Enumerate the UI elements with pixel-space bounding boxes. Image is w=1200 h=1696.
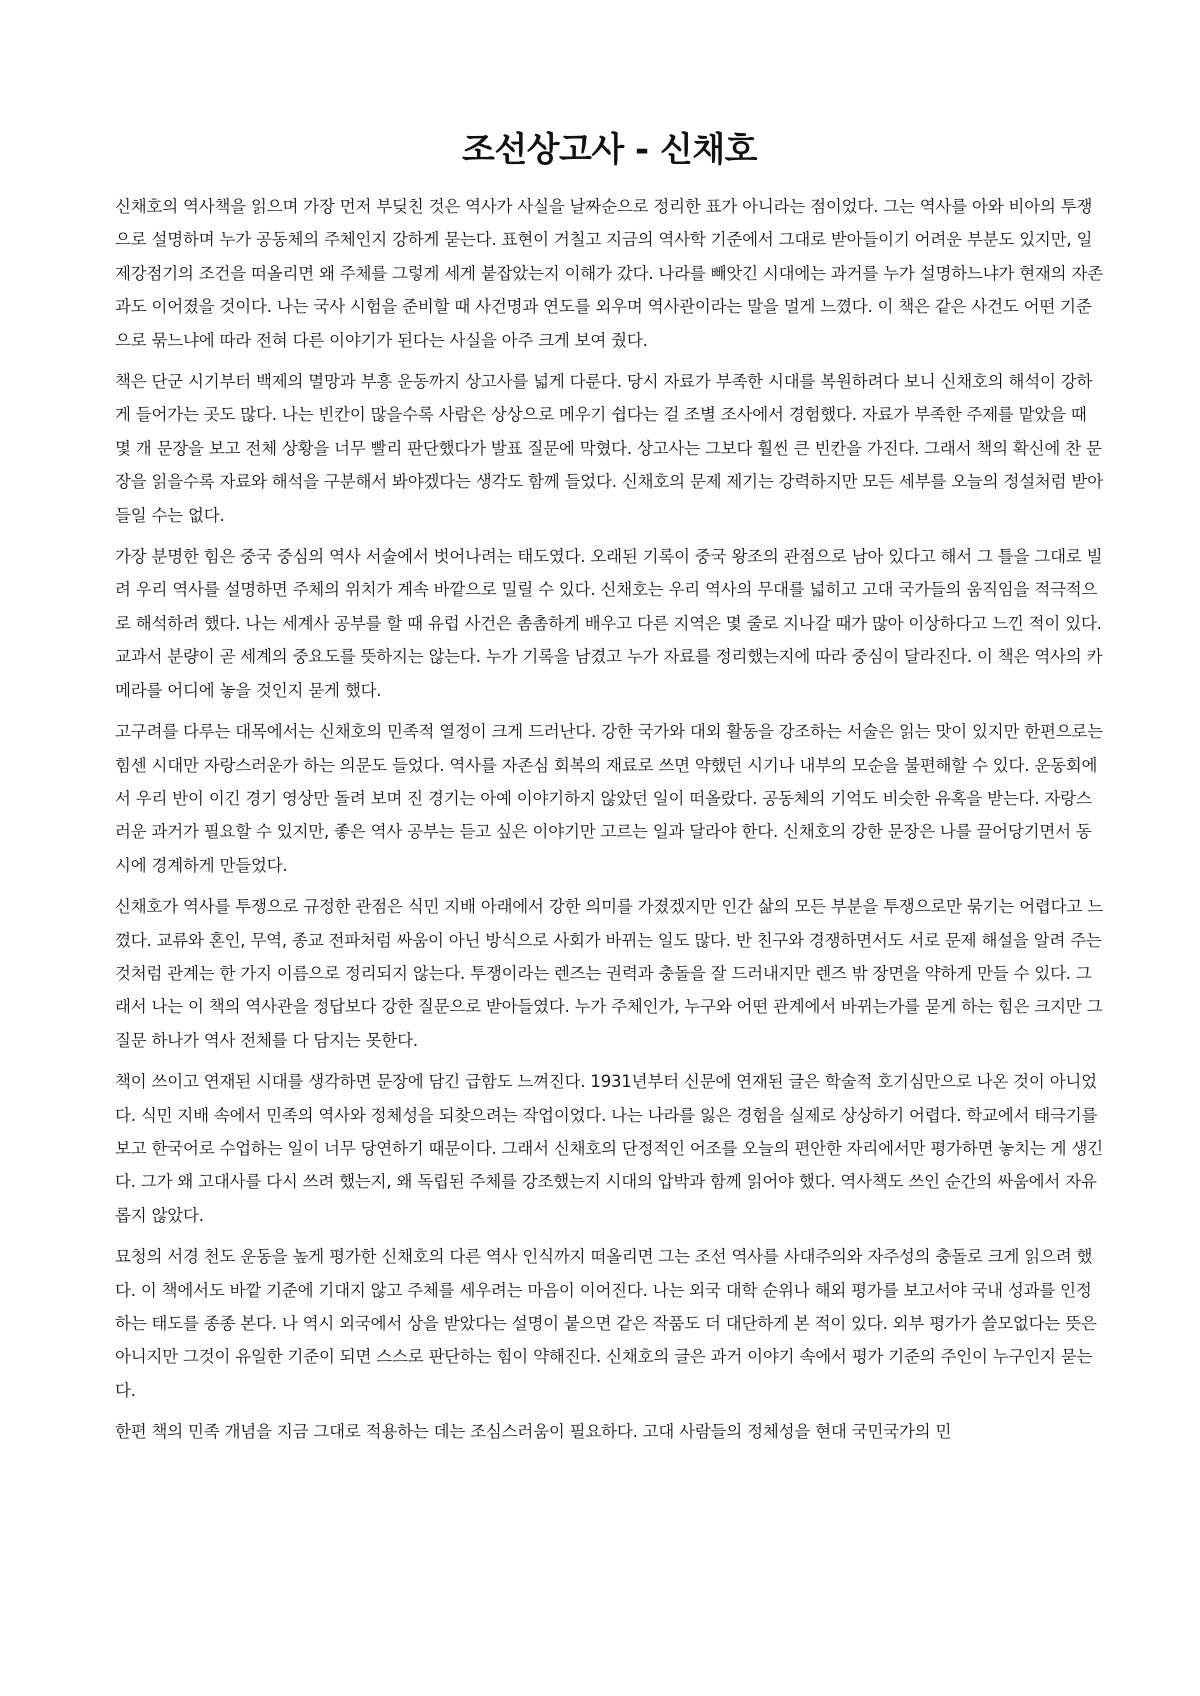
document-body: [115, 190, 1104, 1449]
paragraph: 신채호의 역사책을 읽으며 가장 먼저 부딪친 것은 역사가 사실을 날짜순으로 정리한 표가 아니라는 점이었다. 그는 역사를 아와 비아의 투쟁으로 설명하며 누가 공동체의 주체인지 강하게 묻는다. 표현이 거칠고 지금의 역사학 기준에서 그대로 받아들이기 어려운 부분도 있지만, 일제강점기의 조건을 떠올리면 왜 주체를 그렇게 세게 붙잡았는지 이해가 갔다. 나라를 빼앗긴 시대에는 과거를 누가 설명하느냐가 현재의 자존과도 이어졌을 것이다. 나는 국사 시험을 준비할 때 사건명과 연도를 외우며 역사관이라는 말을 멀게 느꼈다. 이 책은 같은 사건도 어떤 기준으로 묶느냐에 따라 전혀 다른 이야기가 된다는 사실을 아주 크게 보여 줬다.: [115, 197, 1103, 350]
page-title: 조선상고사 - 신채호: [461, 130, 758, 170]
paragraph: 고구려를 다루는 대목에서는 신채호의 민족적 열정이 크게 드러난다. 강한 국가와 대외 활동을 강조하는 서술은 읽는 맛이 있지만 한편으로는 힘센 시대만 자랑스러운가 하는 의문도 들었다. 역사를 자존심 회복의 재료로 쓰면 약했던 시기나 내부의 모순을 불편해할 수 있다. 운동회에서 우리 반이 이긴 경기 영상만 돌려 보며 진 경기는 아예 이야기하지 않았던 일이 떠올랐다. 공동체의 기억도 비슷한 유혹을 받는다. 자랑스러운 과거가 필요할 수 있지만, 좋은 역사 공부는 듣고 싶은 이야기만 고르는 일과 달라야 한다. 신채호의 강한 문장은 나를 끌어당기면서 동시에 경계하게 만들었다.: [115, 722, 1103, 875]
paragraph: 책이 쓰이고 연재된 시대를 생각하면 문장에 담긴 급함도 느껴진다. 1931년부터 신문에 연재된 글은 학술적 호기심만으로 나온 것이 아니었다. 식민 지배 속에서 민족의 역사와 정체성을 되찾으려는 작업이었다. 나는 나라를 잃은 경험을 실제로 상상하기 어렵다. 학교에서 태극기를 보고 한국어로 수업하는 일이 너무 당연하기 때문이다. 그래서 신채호의 단정적인 어조를 오늘의 편안한 자리에서만 평가하면 놓치는 게 생긴다. 그가 왜 고대사를 다시 쓰려 했는지, 왜 독립된 주체를 강조했는지 시대의 압박과 함께 읽어야 했다. 역사책도 쓰인 순간의 싸움에서 자유롭지 않았다.: [115, 1072, 1103, 1225]
paragraph: 묘청의 서경 천도 운동을 높게 평가한 신채호의 다른 역사 인식까지 떠올리면 그는 조선 역사를 사대주의와 자주성의 충돌로 크게 읽으려 했다. 이 책에서도 바깥 기준에 기대지 않고 주체를 세우려는 마음이 이어진다. 나는 외국 대학 순위나 해외 평가를 보고서야 국내 성과를 인정하는 태도를 종종 본다. 나 역시 외국에서 상을 받았다는 설명이 붙으면 같은 작품도 더 대단하게 본 적이 있다. 외부 평가가 쓸모없다는 뜻은 아니지만 그것이 유일한 기준이 되면 스스로 판단하는 힘이 약해진다. 신채호의 글은 과거 이야기 속에서 평가 기준의 주인이 누구인지 묻는다.: [115, 1247, 1097, 1400]
paragraph: 신채호가 역사를 투쟁으로 규정한 관점은 식민 지배 아래에서 강한 의미를 가졌겠지만 인간 삶의 모든 부분을 투쟁으로만 묶기는 어렵다고 느꼈다. 교류와 혼인, 무역, 종교 전파처럼 싸움이 아닌 방식으로 사회가 바뀌는 일도 많다. 반 친구와 경쟁하면서도 서로 문제 해설을 알려 주는 것처럼 관계는 한 가지 이름으로 정리되지 않는다. 투쟁이라는 렌즈는 권력과 충돌을 잘 드러내지만 렌즈 밖 장면을 약하게 만들 수 있다. 그래서 나는 이 책의 역사관을 정답보다 강한 질문으로 받아들였다. 누가 주체인가, 누구와 어떤 관계에서 바뀌는가를 묻게 하는 힘은 크지만 그 질문 하나가 역사 전체를 다 담지는 못한다.: [115, 897, 1103, 1050]
paragraph: 가장 분명한 힘은 중국 중심의 역사 서술에서 벗어나려는 태도였다. 오래된 기록이 중국 왕조의 관점으로 남아 있다고 해서 그 틀을 그대로 빌려 우리 역사를 설명하면 주체의 위치가 계속 바깥으로 밀릴 수 있다. 신채호는 우리 역사의 무대를 넓히고 고대 국가들의 움직임을 적극적으로 해석하려 했다. 나는 세계사 공부를 할 때 유럽 사건은 촘촘하게 배우고 다른 지역은 몇 줄로 지나갈 때가 많아 이상하다고 느낀 적이 있다. 교과서 분량이 곧 세계의 중요도를 뜻하지는 않는다. 누가 기록을 남겼고 누가 자료를 정리했는지에 따라 중심이 달라진다. 이 책은 역사의 카메라를 어디에 놓을 것인지 묻게 했다.: [115, 547, 1103, 700]
paragraph: 책은 단군 시기부터 백제의 멸망과 부흥 운동까지 상고사를 넓게 다룬다. 당시 자료가 부족한 시대를 복원하려다 보니 신채호의 해석이 강하게 들어가는 곳도 많다. 나는 빈칸이 많을수록 사람은 상상으로 메우기 쉽다는 걸 조별 조사에서 경험했다. 자료가 부족한 주제를 맡았을 때 몇 개 문장을 보고 전체 상황을 너무 빨리 판단했다가 발표 질문에 막혔다. 상고사는 그보다 훨씬 큰 빈칸을 가진다. 그래서 책의 확신에 찬 문장을 읽을수록 자료와 해석을 구분해서 봐야겠다는 생각도 함께 들었다. 신채호의 문제 제기는 강력하지만 모든 세부를 오늘의 정설처럼 받아들일 수는 없다.: [115, 372, 1103, 525]
paragraph: 한편 책의 민족 개념을 지금 그대로 적용하는 데는 조심스러움이 필요하다. 고대 사람들의 정체성을 현대 국민국가의 민: [115, 1422, 952, 1442]
